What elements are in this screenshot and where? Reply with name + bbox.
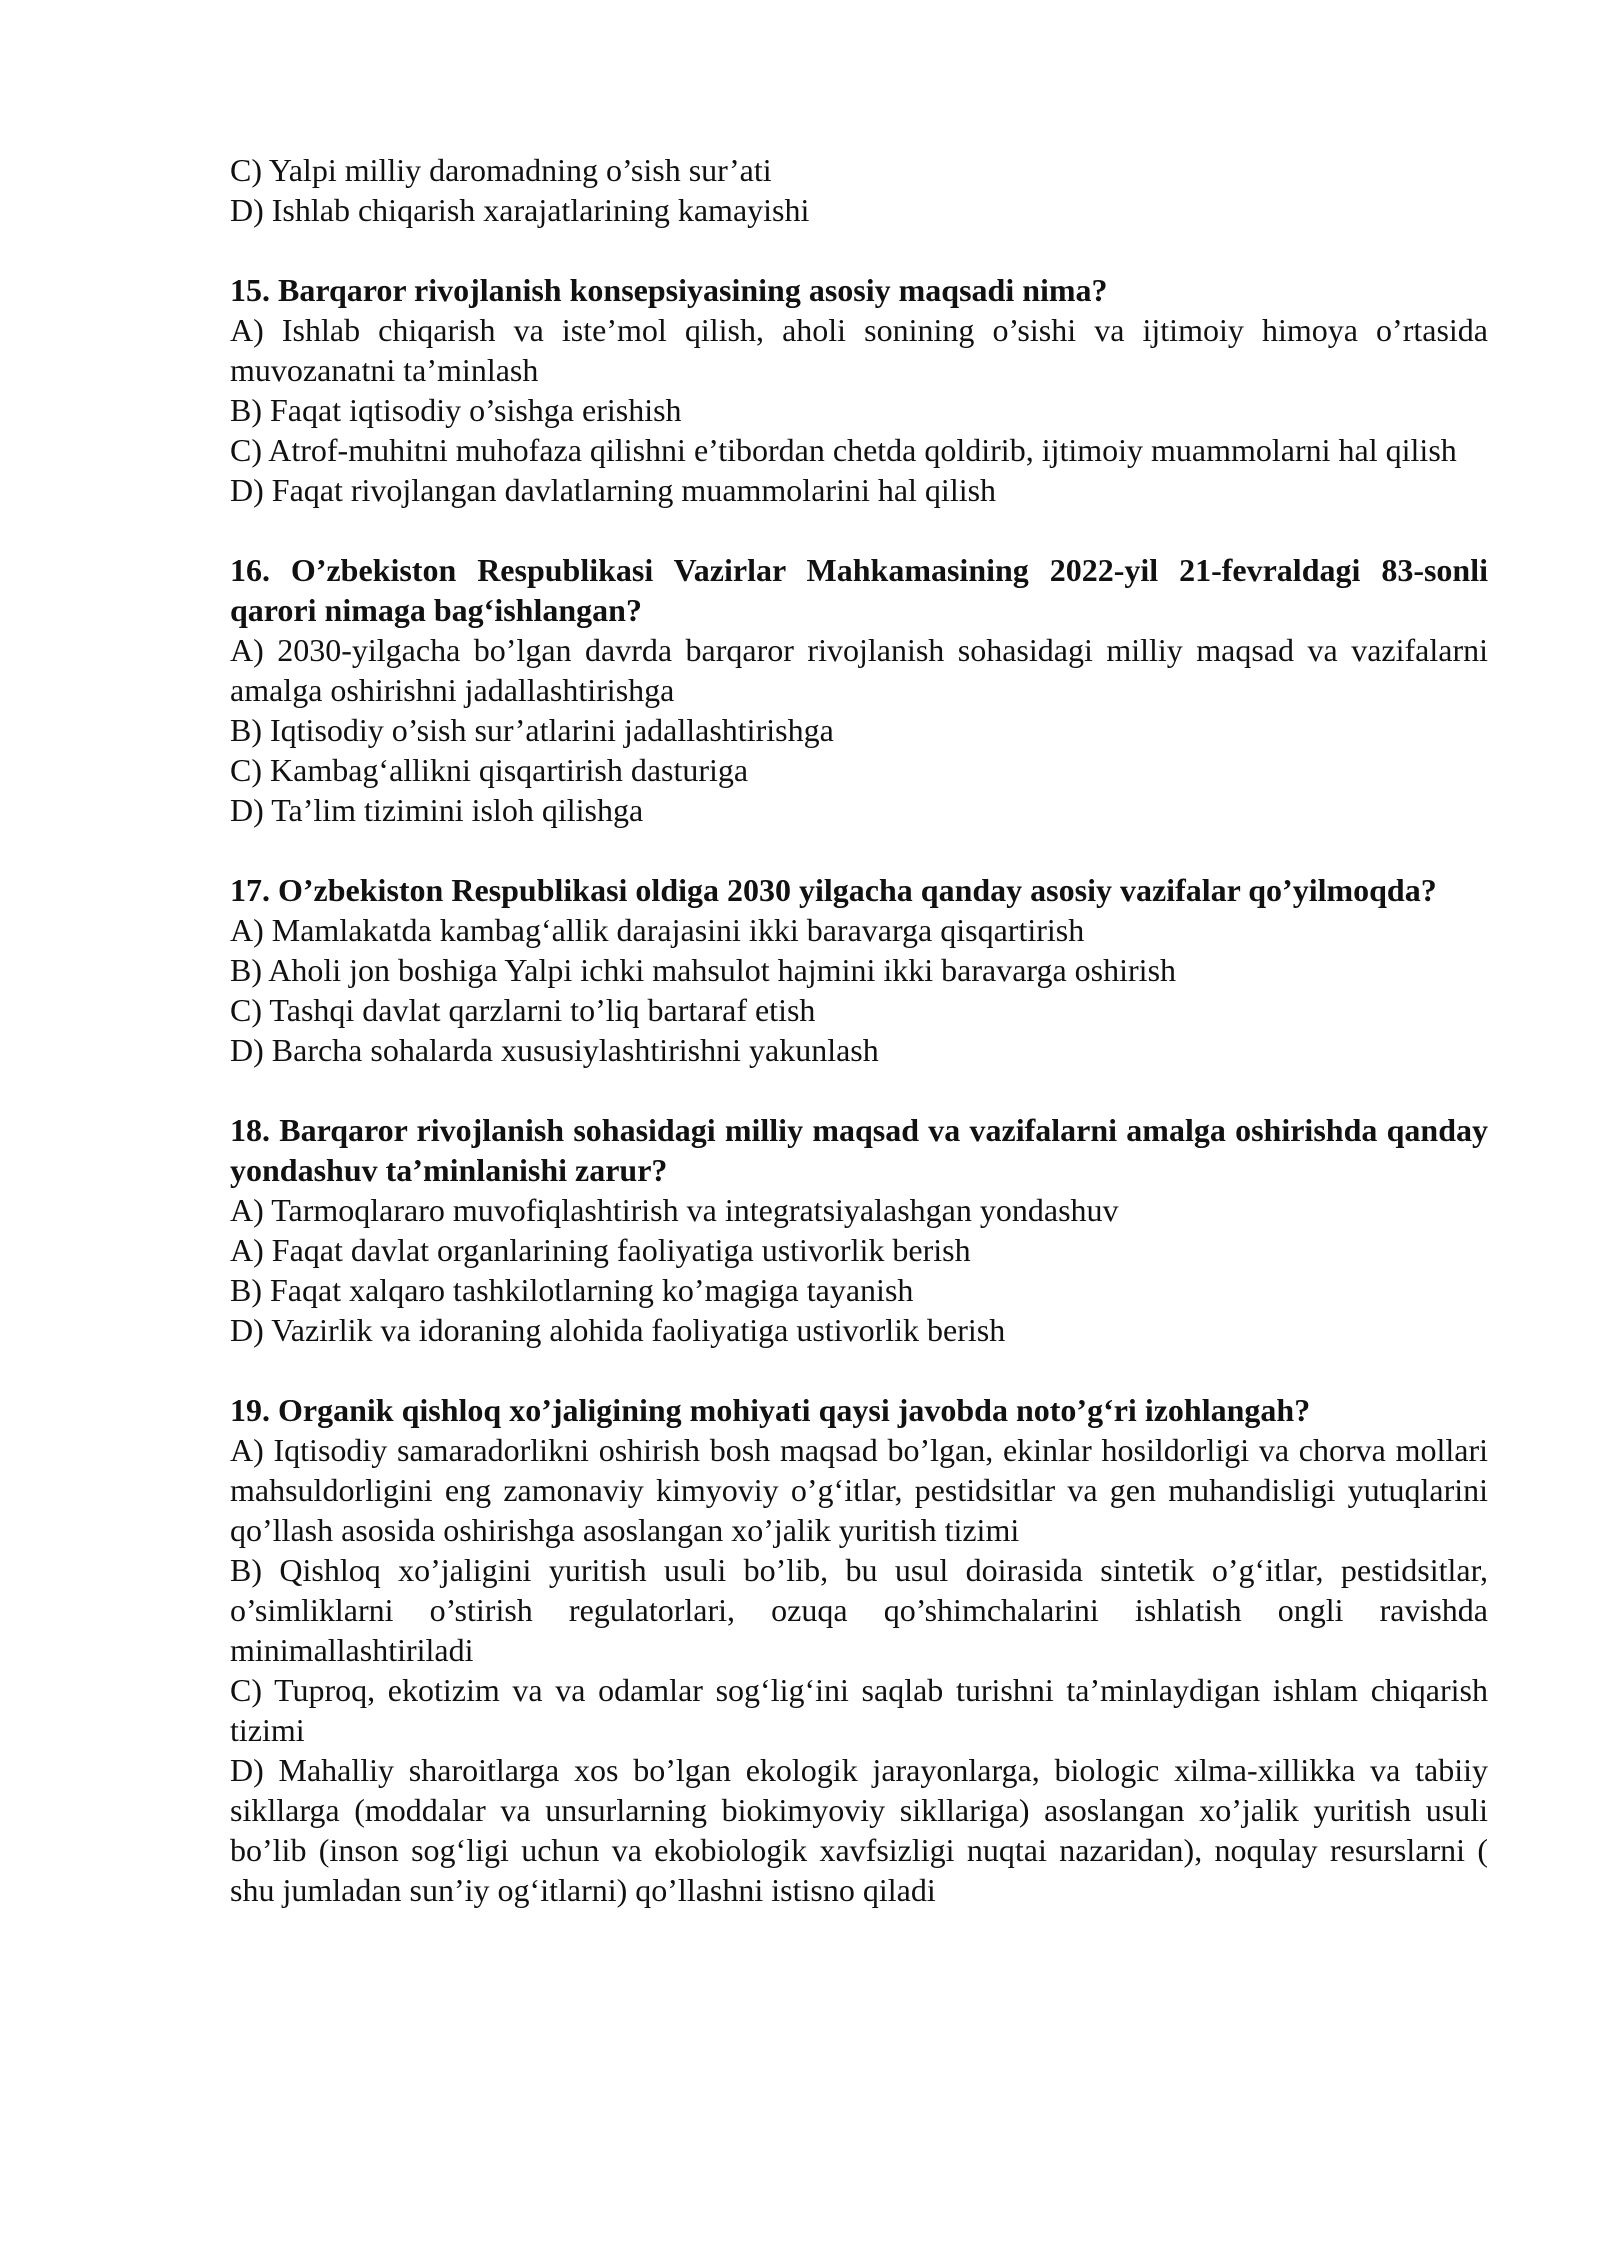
document-page [230,150,1488,1910]
answer-option: D) Ishlab chiqarish xarajatlarining kamayishi [230,192,810,228]
answer-option: B) Qishloq xo’jaligini yuritish usuli bo’lib, bu usul doirasida sintetik o’g‘itlar, pestidsitlar, o’simliklarni o’stirish regulatorlari, ozuqa qo’shimchalarini ishlatish ongli ravishda minimallashtiriladi [230,1552,1488,1668]
answer-option: D) Vazirlik va idoraning alohida faoliyatiga ustivorlik berish [230,1312,1006,1348]
answer-option: D) Barcha sohalarda xususiylashtirishni yakunlash [230,1032,879,1068]
question-title: 18. Barqaror rivojlanish sohasidagi milliy maqsad va vazifalarni amalga oshirishda qanday yondashuv ta’minlanishi zarur? [230,1112,1488,1188]
answer-option: C) Tuproq, ekotizim va va odamlar sog‘lig‘ini saqlab turishni ta’minlaydigan ishlam chiqarish tizimi [230,1672,1488,1748]
answer-option: B) Iqtisodiy o’sish sur’atlarini jadallashtirishga [230,712,834,748]
answer-option: A) Ishlab chiqarish va iste’mol qilish, aholi sonining o’sishi va ijtimoiy himoya o’rtasida muvozanatni ta’minlash [230,312,1488,388]
question-title: 19. Organik qishloq xo’jaligining mohiyati qaysi javobda noto’g‘ri izohlangah? [230,1392,1311,1428]
question-14-tail [230,150,1488,230]
answer-option: D) Mahalliy sharoitlarga xos bo’lgan ekologik jarayonlarga, biologic xilma-xillikka va tabiiy sikllarga (moddalar va unsurlarning biokimyoviy sikllariga) asoslangan xo’jalik yuritish usuli bo’lib (inson sog‘ligi uchun va ekobiologik xavfsizligi nuqtai nazaridan), noqulay resurslarni ( shu jumladan sun’iy og‘itlarni) qo’llashni istisno qiladi [230,1752,1488,1908]
answer-option: C) Atrof-muhitni muhofaza qilishni e’tibordan chetda qoldirib, ijtimoiy muammolarni hal qilish [230,432,1457,468]
answer-option: D) Faqat rivojlangan davlatlarning muammolarini hal qilish [230,472,997,508]
question-15 [230,270,1488,510]
question-19 [230,1390,1488,1910]
question-title: 17. O’zbekiston Respublikasi oldiga 2030 yilgacha qanday asosiy vazifalar qo’yilmoqda? [230,872,1437,908]
answer-option: D) Ta’lim tizimini isloh qilishga [230,792,644,828]
question-title: 16. O’zbekiston Respublikasi Vazirlar Mahkamasining 2022-yil 21-fevraldagi 83-sonli qarori nimaga bag‘ishlangan? [230,552,1488,628]
answer-option: A) Tarmoqlararo muvofiqlashtirish va integratsiyalashgan yondashuv [230,1192,1119,1228]
answer-option: B) Faqat iqtisodiy o’sishga erishish [230,392,682,428]
question-17 [230,870,1488,1070]
answer-option: A) 2030-yilgacha bo’lgan davrda barqaror rivojlanish sohasidagi milliy maqsad va vazifalarni amalga oshirishni jadallashtirishga [230,632,1488,708]
question-16 [230,550,1488,830]
question-18 [230,1110,1488,1350]
answer-option: B) Faqat xalqaro tashkilotlarning ko’magiga tayanish [230,1272,914,1308]
answer-option: A) Iqtisodiy samaradorlikni oshirish bosh maqsad bo’lgan, ekinlar hosildorligi va chorva mollari mahsuldorligini eng zamonaviy kimyoviy o’g‘itlar, pestidsitlar va gen muhandisligi yutuqlarini qo’llash asosida oshirishga asoslangan xo’jalik yuritish tizimi [230,1432,1488,1548]
question-title: 15. Barqaror rivojlanish konsepsiyasining asosiy maqsadi nima? [230,272,1108,308]
answer-option: B) Aholi jon boshiga Yalpi ichki mahsulot hajmini ikki baravarga oshirish [230,952,1177,988]
answer-option: C) Tashqi davlat qarzlarni to’liq bartaraf etish [230,992,816,1028]
answer-option: C) Kambag‘allikni qisqartirish dasturiga [230,752,749,788]
answer-option: C) Yalpi milliy daromadning o’sish sur’ati [230,152,772,188]
answer-option: A) Mamlakatda kambag‘allik darajasini ikki baravarga qisqartirish [230,912,1085,948]
answer-option: A) Faqat davlat organlarining faoliyatiga ustivorlik berish [230,1232,971,1268]
